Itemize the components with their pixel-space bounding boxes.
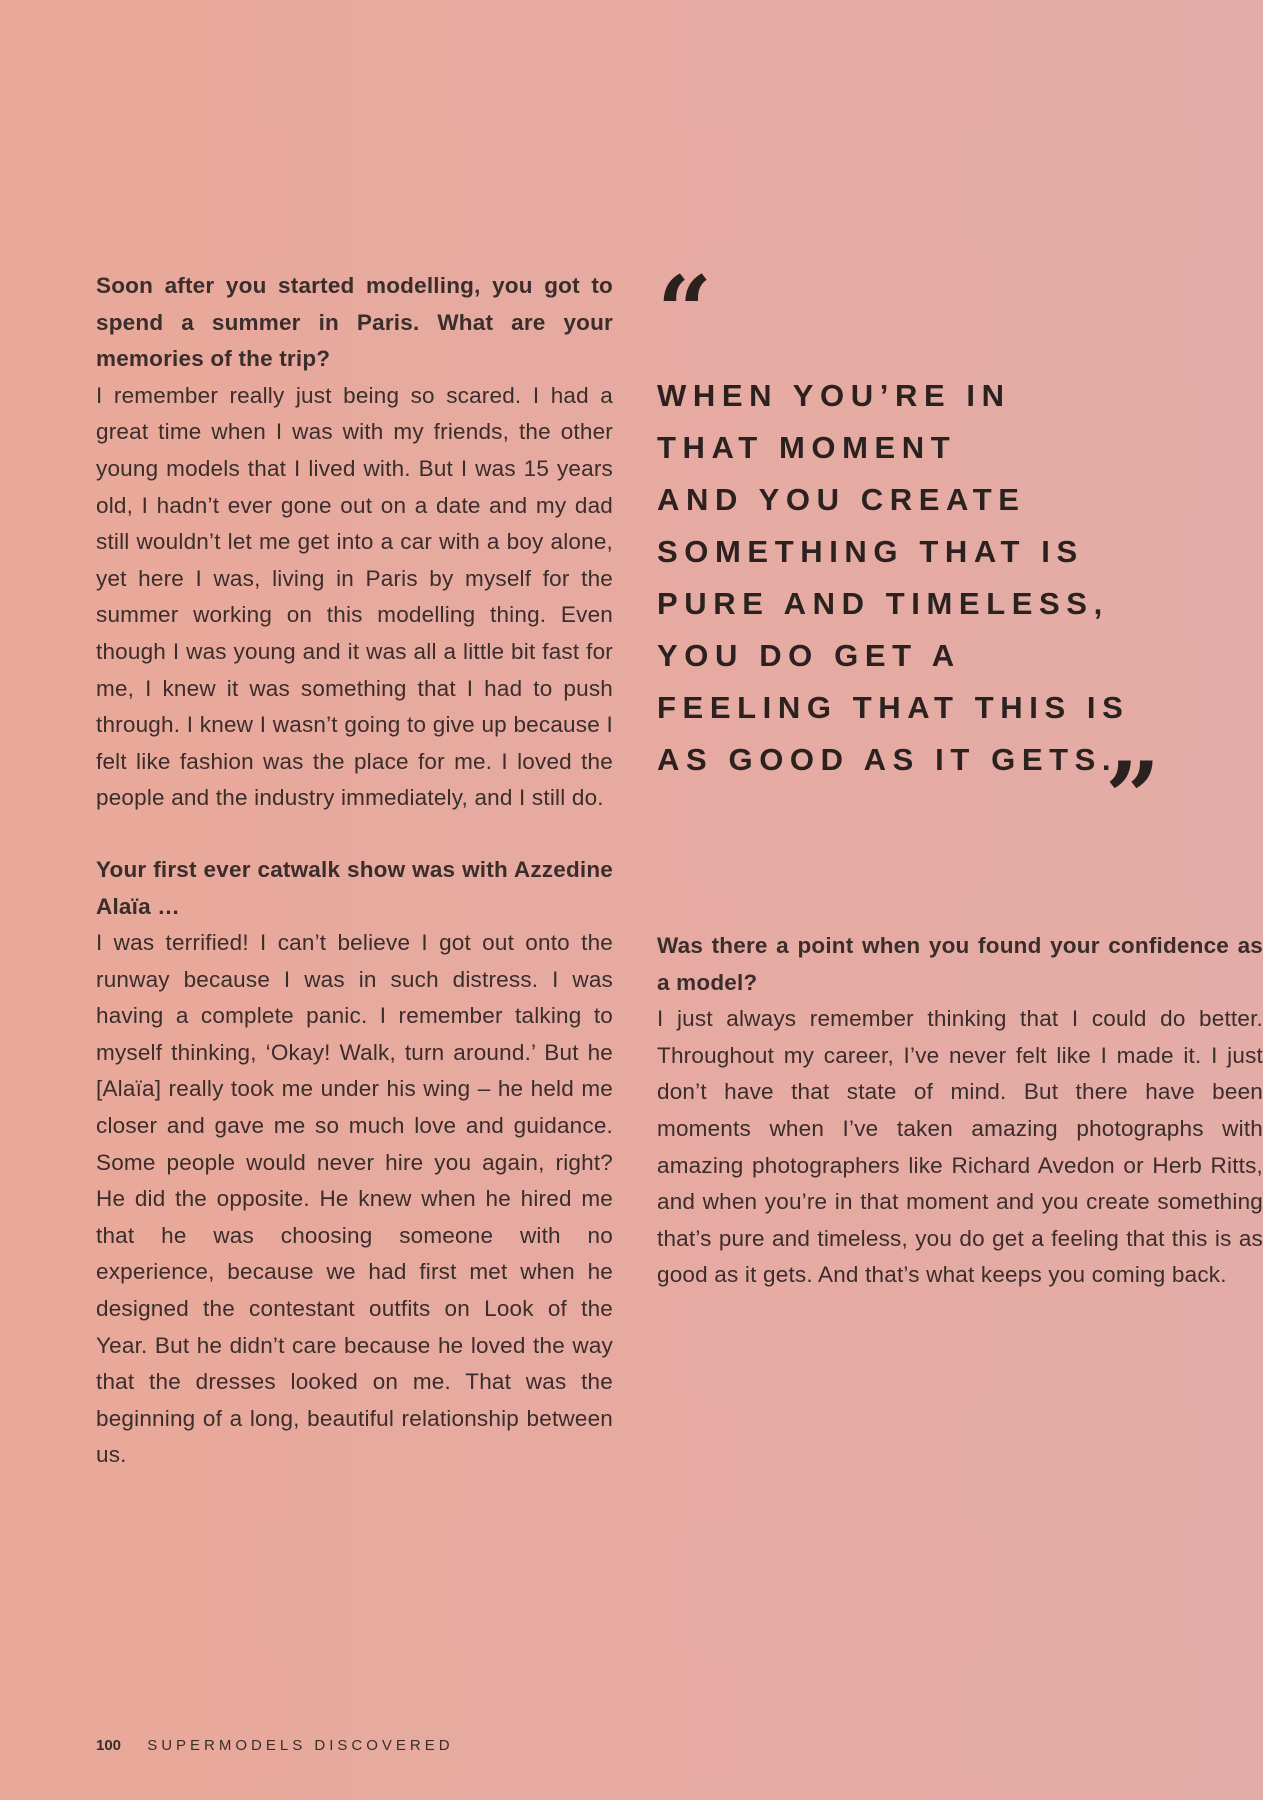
page-footer <box>96 1737 454 1754</box>
left-column <box>96 268 613 1474</box>
close-quote-mark: ” <box>1105 741 1161 854</box>
answer-paris: I remember really just being so scared. I had a great time when I was with my friends, the other young models that I lived with. But I was 15 years old, I hadn’t ever gone out on a date and my dad still wouldn’t let me get into a car with a boy alone, yet here I was, living in Paris by myself for the summer working on this modelling thing. Even though I was young and it was all a little bit fast for me, I knew it was something that I had to push through. I knew I wasn’t going to give up because I felt like fashion was the place for me. I loved the people and the industry immediately, and I still do. <box>96 382 613 811</box>
question-catwalk: Your first ever catwalk show was with Azzedine Alaïa … <box>96 856 613 919</box>
pull-quote <box>657 255 1197 854</box>
qa-section-confidence <box>657 928 1263 1294</box>
question-confidence: Was there a point when you found your confidence as a model? <box>657 933 1263 995</box>
publication-title: SUPERMODELS DISCOVERED <box>147 1737 454 1754</box>
qa-section-paris <box>96 268 613 817</box>
page-number: 100 <box>96 1737 122 1754</box>
qa-section-catwalk <box>96 852 613 1474</box>
answer-confidence: I just always remember thinking that I could do better. Throughout my career, I’ve never felt like I made it. I just don’t have that state of mind. But there have been moments when I’ve taken amazing photographs with amazing photographers like Richard Avedon or Herb Ritts, and when you’re in that moment and you create something that’s pure and timeless, you do get a feeling that this is as good as it gets. And that’s what keeps you coming back. <box>657 1006 1263 1288</box>
open-quote-mark: “ <box>657 255 713 368</box>
answer-catwalk: I was terrified! I can’t believe I got out onto the runway because I was in such distress. I was having a complete panic. I remember talking to myself thinking, ‘Okay! Walk, turn around.’ But he [Alaïa] really took me under his wing – he held me closer and gave me so much love and guidance. Some people would never hire you again, right? He did the opposite. He knew when he hired me that he was choosing someone with no experience, because we had first met when he designed the contestant outfits on Look of the Year. But he didn’t care because he loved the way that the dresses looked on me. That was the beginning of a long, beautiful relationship between us. <box>96 930 613 1468</box>
right-column <box>657 928 1263 1294</box>
question-paris: Soon after you started modelling, you got to spend a summer in Paris. What are your memories of the trip? <box>96 273 613 372</box>
pull-quote-text: WHEN YOU’RE IN THAT MOMENT AND YOU CREATE SOMETHING THAT IS PURE AND TIMELESS, YOU DO GET A FEELING THAT THIS IS AS GOOD AS IT GETS. <box>657 378 1130 777</box>
